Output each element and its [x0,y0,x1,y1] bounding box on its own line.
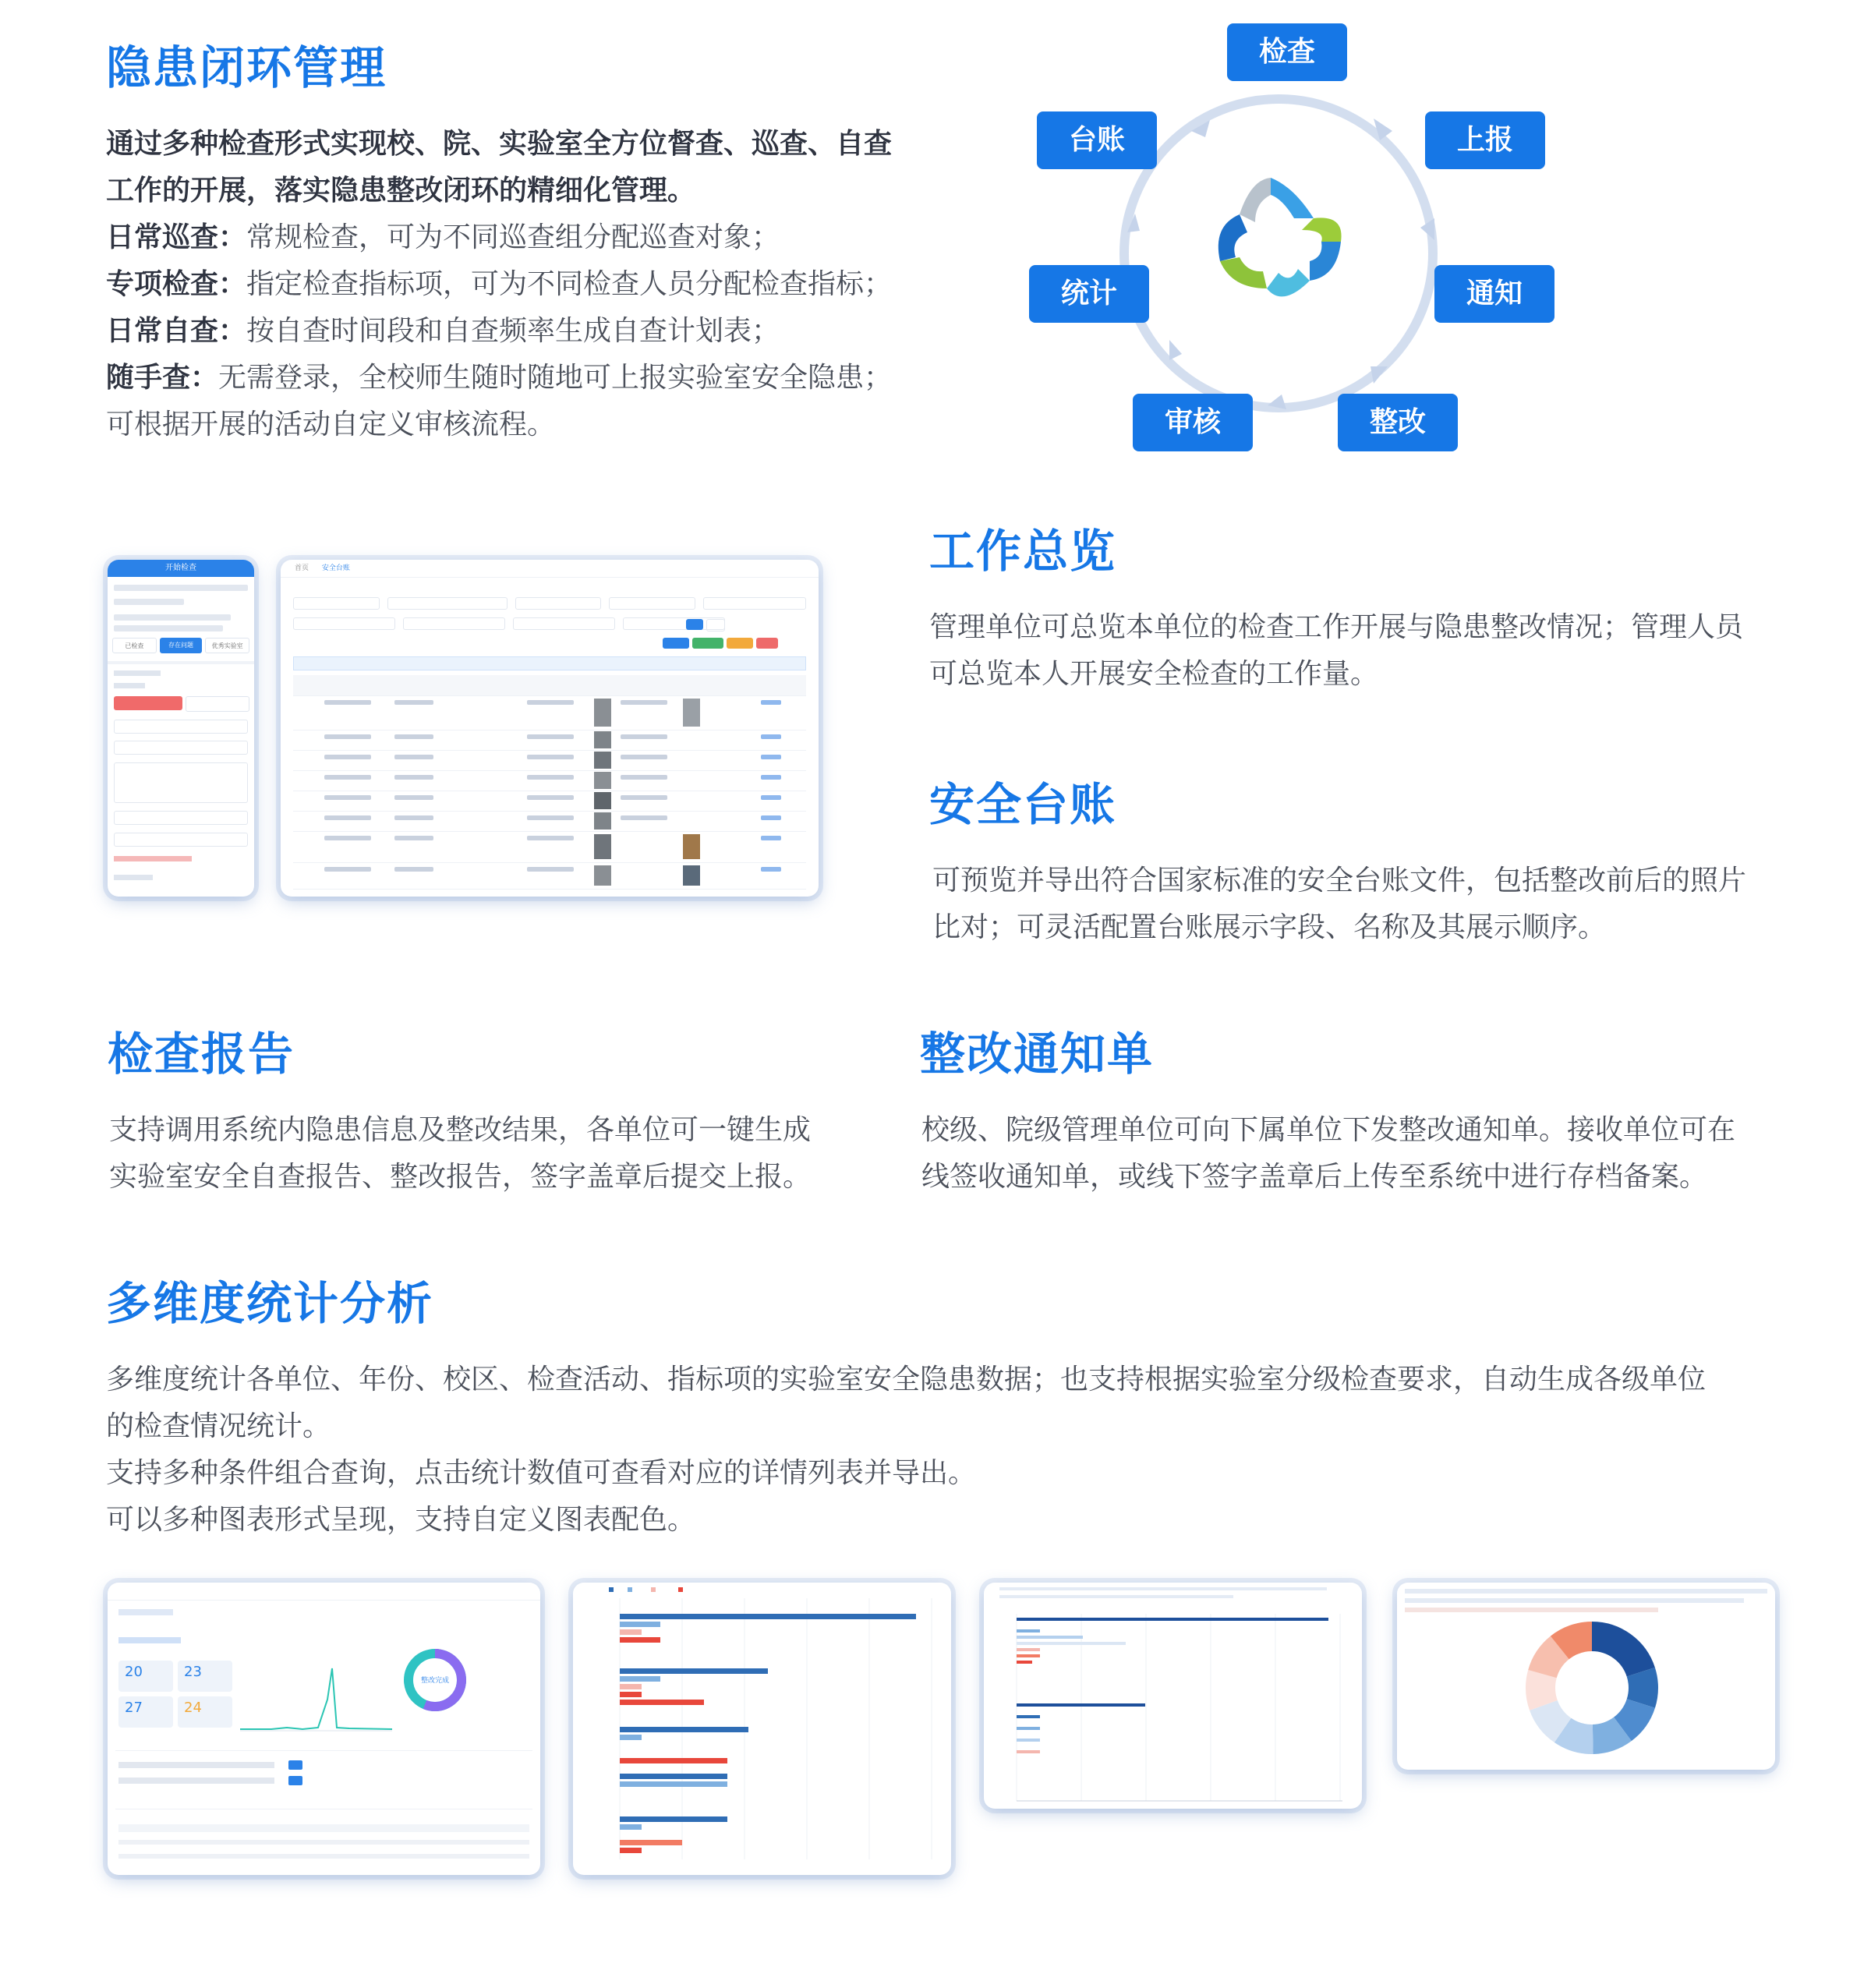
phone-check-screenshot [108,560,254,897]
section-title-closed-loop: 隐患闭环管理 [106,41,387,94]
table-row[interactable] [293,811,806,832]
table-row[interactable] [293,862,806,890]
stats-line-4: 可以多种图表形式呈现，支持自定义图表配色。 [106,1504,696,1536]
section-title-statistics: 多维度统计分析 [106,1277,434,1330]
section-title-ledger: 安全台账 [929,778,1117,831]
stat-card[interactable] [178,1696,232,1728]
intro-line-1: 通过多种检查形式实现校、院、实验室全方位督查、巡查、自查 [106,128,893,160]
config-button[interactable] [692,638,723,649]
ledger-line-1: 可预览并导出符合国家标准的安全台账文件，包括整改前后的照片 [932,865,1747,897]
item-special-check: 专项检查：指定检查指标项，可为不同检查人员分配检查指标； [106,268,893,300]
dashboard-trend-chart [240,1653,396,1739]
section-title-notice: 整改通知单 [920,1028,1155,1081]
notice-description [921,1107,1779,1201]
stats-line-2: 的检查情况统计。 [106,1410,331,1442]
overview-line-2: 可总览本人开展安全检查的工作量。 [929,658,1379,690]
stats-line-3: 支持多种条件组合查询，点击统计数值可查看对应的详情列表并导出。 [106,1457,977,1489]
notice-line-2: 线签收通知单，或线下签字盖章后上传至系统中进行存档备案。 [921,1161,1708,1193]
dashboard-screenshot [108,1583,540,1875]
table-row[interactable] [293,695,806,730]
delete-button[interactable] [756,638,778,649]
cycle-step-rectify: 整改 [1338,394,1458,451]
stat-card[interactable] [118,1696,173,1728]
ledger-table [293,675,806,890]
table-row[interactable] [293,730,806,751]
table-filters [293,597,806,610]
stat-value: 24 [184,1700,202,1716]
stat-card[interactable] [118,1661,173,1692]
table-row[interactable] [293,750,806,771]
bar-chart-screenshot-2 [984,1583,1362,1809]
report-description [109,1107,889,1201]
stat-value: 27 [125,1700,143,1716]
closed-loop-description [106,121,932,448]
intro-line-2: 工作的开展，落实隐患整改闭环的精细化管理。 [106,175,696,207]
phone-header: 开始检查 [108,560,254,577]
ledger-table-screenshot [281,560,819,897]
stat-card[interactable] [178,1661,232,1692]
outro-line: 可根据开展的活动自定义审核流程。 [106,409,556,440]
tab-excellent-lab[interactable]: 优秀实验室 [205,638,249,653]
stat-value: 20 [125,1664,143,1680]
product-logo-icon [1216,178,1342,304]
stat-value: 23 [184,1664,202,1680]
tab-ledger[interactable]: 安全台账 [321,564,350,572]
overview-line-1: 管理单位可总览本单位的检查工作开展与隐患整改情况；管理人员 [929,611,1744,643]
horizontal-bar-chart-1 [573,1583,951,1875]
ledger-line-2: 比对；可灵活配置台账展示字段、名称及其展示顺序。 [932,911,1607,943]
overview-description [929,604,1771,698]
donut-center-label: 整改完成 [420,1677,449,1685]
section-title-report: 检查报告 [108,1028,295,1081]
table-row[interactable] [293,831,806,863]
item-casual-check: 随手查：无需登录，全校师生随时随地可上报实验室安全隐患； [106,362,893,394]
cycle-step-ledger: 台账 [1037,111,1157,169]
search-button[interactable] [686,619,703,630]
item-self-check: 日常自查：按自查时间段和自查频率生成自查计划表； [106,315,780,347]
donut-chart-screenshot [1397,1583,1775,1770]
phone-status-tabs [112,638,249,653]
cycle-step-notify: 通知 [1434,265,1554,323]
notice-line-1: 校级、院级管理单位可向下属单位下发整改通知单。接收单位可在 [921,1114,1736,1146]
cycle-step-review: 审核 [1133,394,1253,451]
table-breadcrumb [281,560,819,578]
tab-has-issues[interactable]: 存在问题 [160,638,203,653]
bar-chart-screenshot-1 [573,1583,951,1875]
phone-normal-button[interactable] [186,696,249,712]
cycle-step-statistics: 统计 [1029,265,1149,323]
cycle-diagram [1013,23,1559,460]
horizontal-bar-chart-2 [984,1583,1362,1809]
stats-line-1: 多维度统计各单位、年份、校区、检查活动、指标项的实验室安全隐患数据；也支持根据实验室分级检查要求，自动生成各级单位 [106,1364,1707,1395]
tab-checked[interactable]: 已检查 [112,638,157,653]
section-title-overview: 工作总览 [929,525,1117,578]
tab-home[interactable]: 首页 [295,564,309,572]
preview-button[interactable] [727,638,753,649]
statistics-description [106,1357,1782,1544]
report-line-1: 支持调用系统内隐患信息及整改结果，各单位可一键生成 [109,1114,812,1146]
cycle-step-check: 检查 [1227,23,1347,81]
table-row[interactable] [293,791,806,812]
phone-hazard-button[interactable] [114,696,182,710]
report-line-2: 实验室安全自查报告、整改报告，签字盖章后提交上报。 [109,1161,812,1193]
ledger-description [932,858,1774,951]
export-button[interactable] [663,638,689,649]
cycle-step-report: 上报 [1425,111,1545,169]
table-row[interactable] [293,770,806,791]
reset-button[interactable] [706,619,725,631]
category-donut-chart [1522,1618,1662,1758]
item-daily-patrol: 日常巡查：常规检查，可为不同巡查组分配巡查对象； [106,221,780,253]
table-header-row [293,675,806,696]
